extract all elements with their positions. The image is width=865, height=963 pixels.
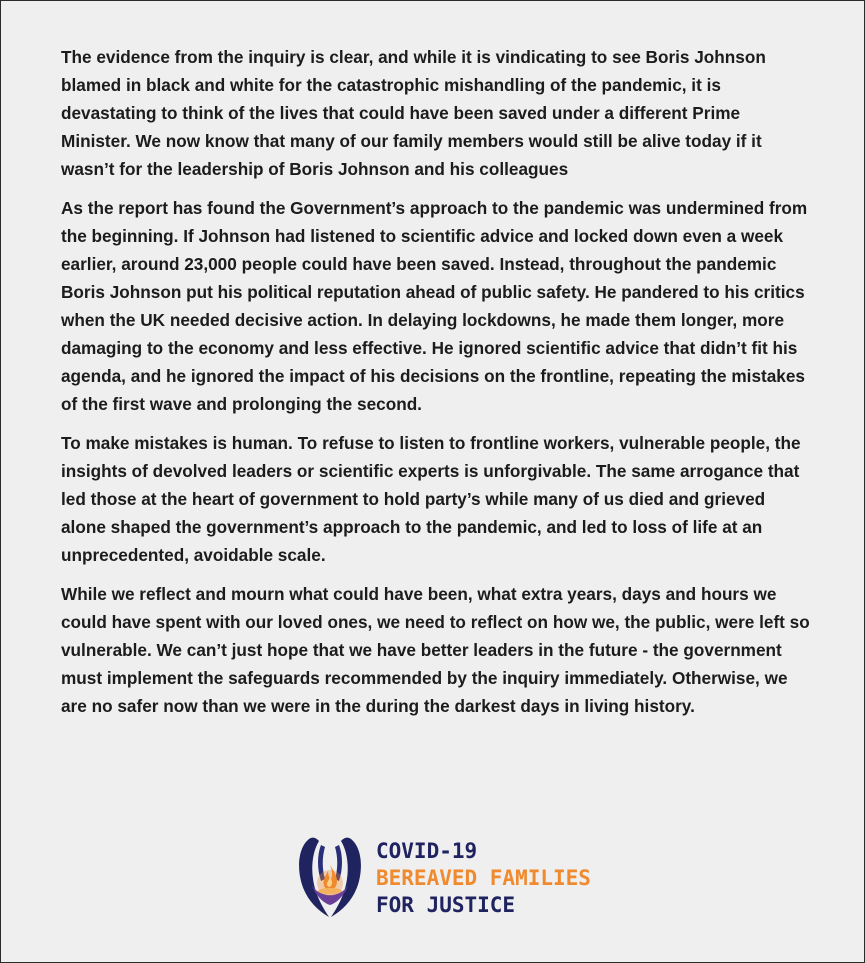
statement-paragraph-4: While we reflect and mourn what could have been, what extra years, days and hours we could have spent with our loved ones, we need to reflect on how we, the public, were left so vulnerable. We can’t just hope that we have better leaders in the future - the government must implement the safeguards recommended by the inquiry immediately. Otherwise, we are no safer now than we were in the during the darkest days in living history.: [61, 584, 810, 716]
logo-line-bereaved-families: BEREAVED FAMILIES: [376, 865, 591, 890]
statement-paragraph-2: As the report has found the Government’s approach to the pandemic was undermined from the beginning. If Johnson had listened to scientific advice and locked down even a week earlier, around 23,000 people could have been saved. Instead, throughout the pandemic Boris Johnson put his political reputation ahead of public safety. He pandered to his critics when the UK needed decisive action. In delaying lockdowns, he made them longer, more damaging to the economy and less effective. He ignored scientific advice that didn’t fit his agenda, and he ignored the impact of his decisions on the frontline, repeating the mistakes of the first wave and prolonging the second.: [61, 198, 808, 414]
statement-body: [61, 43, 813, 731]
organisation-logo: [295, 835, 591, 921]
logo-line-for-justice: FOR JUSTICE: [376, 892, 516, 917]
statement-paragraph-3: To make mistakes is human. To refuse to listen to frontline workers, vulnerable people, the insights of devolved leaders or scientific experts is unforgivable. The same arrogance that led those at the heart of government to hold party’s while many of us died and grieved alone shaped the government’s approach to the pandemic, and led to loss of life at an unprecedented, avoidable scale.: [61, 433, 801, 565]
logo-line-covid: COVID-19: [376, 838, 478, 863]
statement-paragraph-1: The evidence from the inquiry is clear, and while it is vindicating to see Boris Johnson blamed in black and white for the catastrophic mishandling of the pandemic, it is devastating to think of the lives that could have been saved under a different Prime Minister. We now know that many of our family members would still be alive today if it wasn’t for the leadership of Boris Johnson and his colleagues: [61, 47, 766, 179]
hands-cradling-flame-icon: [295, 835, 365, 921]
logo-wordmark: [376, 838, 591, 919]
